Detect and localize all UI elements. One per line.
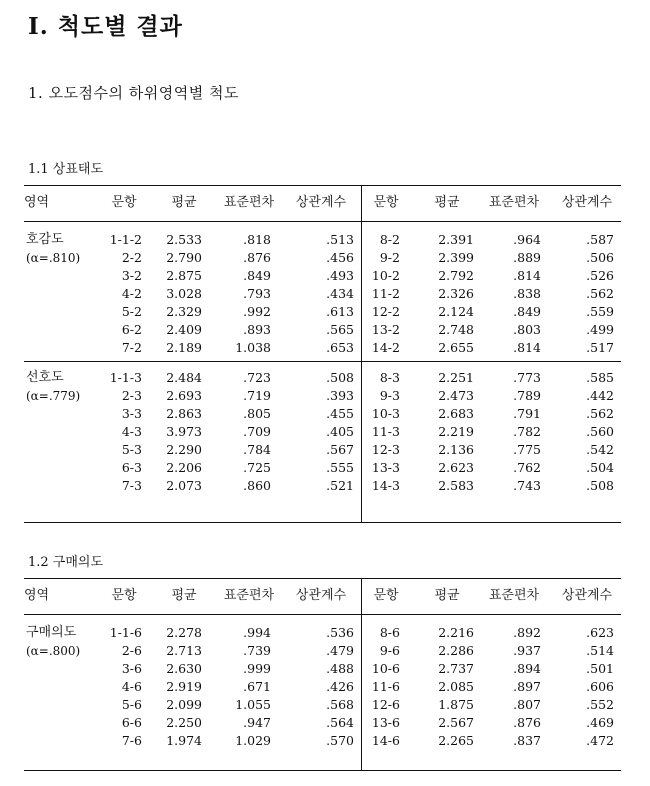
- table-2-subtitle: 1.2 구매의도: [28, 555, 104, 570]
- table-cell: 12-6: [371, 697, 400, 712]
- table-cell: .469: [586, 715, 614, 730]
- table-cell: 6-6: [121, 715, 142, 730]
- header-cell: 문항: [373, 588, 399, 603]
- table-cell: .570: [326, 733, 354, 748]
- table-cell: 12-3: [371, 442, 400, 457]
- table-cell: .426: [326, 679, 354, 694]
- table-cell: 2.399: [438, 250, 474, 265]
- table-cell: 2.189: [166, 340, 202, 355]
- table-cell: 6-2: [121, 322, 142, 337]
- table-cell: .723: [243, 370, 271, 385]
- table-row: [24, 406, 621, 424]
- table-cell: .818: [243, 232, 271, 247]
- table-cell: 2-3: [121, 388, 142, 403]
- header-cell: 문항: [373, 195, 399, 210]
- table-cell: .814: [513, 340, 541, 355]
- table-cell: .838: [513, 286, 541, 301]
- table-cell: .536: [326, 625, 354, 640]
- table-cell: 13-2: [371, 322, 400, 337]
- table-row: [24, 424, 621, 442]
- table-cell: 1-1-6: [109, 625, 142, 640]
- table-cell: .773: [513, 370, 541, 385]
- table-cell: 2.790: [166, 250, 202, 265]
- table-cell: .994: [243, 625, 271, 640]
- header-cell: 표준편차: [223, 588, 275, 603]
- header-cell: 표준편차: [488, 588, 540, 603]
- table-cell: .992: [243, 304, 271, 319]
- header-cell: 문항: [111, 195, 137, 210]
- table-cell: .562: [586, 406, 614, 421]
- table-cell: 9-3: [379, 388, 400, 403]
- table-cell: 2.265: [438, 733, 474, 748]
- table-cell: 2.748: [438, 322, 474, 337]
- table-cell: 2.863: [166, 406, 202, 421]
- table-cell: .791: [513, 406, 541, 421]
- table-cell: .560: [586, 424, 614, 439]
- table-cell: 2.073: [166, 478, 202, 493]
- table-cell: 1.875: [438, 697, 474, 712]
- group-label: 구매의도: [26, 625, 77, 640]
- group-label: 호감도: [26, 232, 64, 247]
- table-cell: 9-6: [379, 643, 400, 658]
- table-cell: .709: [243, 424, 271, 439]
- header-cell: 평균: [434, 588, 460, 603]
- table-cell: .442: [586, 388, 614, 403]
- table-cell: 8-6: [379, 625, 400, 640]
- table-bottom-rule: [24, 770, 621, 771]
- table-cell: 3.028: [166, 286, 202, 301]
- table-cell: 2.484: [166, 370, 202, 385]
- group-label: 선호도: [26, 370, 64, 385]
- table-cell: 3.973: [166, 424, 202, 439]
- table-cell: 7-2: [121, 340, 142, 355]
- table-cell: 2.250: [166, 715, 202, 730]
- table-cell: .514: [586, 643, 614, 658]
- header-cell: 표준편차: [488, 195, 540, 210]
- header-cell: 영역: [24, 195, 50, 210]
- table-row: [24, 388, 621, 406]
- table-cell: 10-3: [371, 406, 400, 421]
- table-row: [24, 697, 621, 715]
- table-cell: .725: [243, 460, 271, 475]
- table-cell: .876: [513, 715, 541, 730]
- header-cell: 상관계수: [561, 195, 613, 210]
- table-cell: .504: [586, 460, 614, 475]
- group-alpha: (α=.779): [26, 389, 81, 403]
- table-cell: 5-2: [121, 304, 142, 319]
- table-cell: 2.693: [166, 388, 202, 403]
- table-cell: .555: [326, 460, 354, 475]
- header-cell: 상관계수: [295, 588, 347, 603]
- table-cell: .671: [243, 679, 271, 694]
- table-cell: .501: [586, 661, 614, 676]
- table-cell: 9-2: [379, 250, 400, 265]
- table-cell: 2.409: [166, 322, 202, 337]
- table-cell: 2.533: [166, 232, 202, 247]
- page-title: I. 척도별 결과: [28, 13, 183, 40]
- table-1-subtitle: 1.1 상표태도: [28, 162, 104, 177]
- table-cell: 1-1-3: [109, 370, 142, 385]
- header-cell: 평균: [434, 195, 460, 210]
- table-cell: .999: [243, 661, 271, 676]
- table-cell: .964: [513, 232, 541, 247]
- table-cell: .405: [326, 424, 354, 439]
- table-cell: .849: [243, 268, 271, 283]
- header-bottom-rule: [24, 614, 621, 615]
- table-row: [24, 286, 621, 304]
- table-cell: 2.567: [438, 715, 474, 730]
- table-cell: 2.875: [166, 268, 202, 283]
- header-cell: 표준편차: [223, 195, 275, 210]
- table-cell: .789: [513, 388, 541, 403]
- table-cell: .526: [586, 268, 614, 283]
- table-row: [24, 304, 621, 322]
- table-cell: .493: [326, 268, 354, 283]
- header-cell: 영역: [24, 588, 50, 603]
- table-cell: 6-3: [121, 460, 142, 475]
- group-alpha: (α=.810): [26, 251, 81, 265]
- table-cell: 2.630: [166, 661, 202, 676]
- table-cell: 11-2: [371, 286, 400, 301]
- table-cell: .506: [586, 250, 614, 265]
- table-cell: .585: [586, 370, 614, 385]
- table-cell: 2.124: [438, 304, 474, 319]
- table-cell: .937: [513, 643, 541, 658]
- table-cell: 4-3: [121, 424, 142, 439]
- stats-table-purchase-intent: [24, 578, 621, 770]
- table-row: [24, 322, 621, 340]
- table-cell: 2.085: [438, 679, 474, 694]
- table-cell: 1.055: [235, 697, 271, 712]
- table-cell: 2.099: [166, 697, 202, 712]
- table-cell: .849: [513, 304, 541, 319]
- group-alpha: (α=.800): [26, 644, 81, 658]
- table-cell: 1-1-2: [109, 232, 142, 247]
- table-cell: .606: [586, 679, 614, 694]
- table-cell: 14-3: [371, 478, 400, 493]
- table-cell: 2-2: [121, 250, 142, 265]
- table-cell: .894: [513, 661, 541, 676]
- table-cell: .517: [586, 340, 614, 355]
- table-row: [24, 679, 621, 697]
- table-cell: 5-6: [121, 697, 142, 712]
- table-cell: 2.326: [438, 286, 474, 301]
- header-cell: 문항: [111, 588, 137, 603]
- table-cell: 8-3: [379, 370, 400, 385]
- table-cell: .860: [243, 478, 271, 493]
- table-cell: .565: [326, 322, 354, 337]
- table-cell: .793: [243, 286, 271, 301]
- table-cell: 3-6: [121, 661, 142, 676]
- table-cell: .897: [513, 679, 541, 694]
- table-cell: 2.391: [438, 232, 474, 247]
- table-cell: .892: [513, 625, 541, 640]
- table-cell: .499: [586, 322, 614, 337]
- table-cell: .947: [243, 715, 271, 730]
- table-cell: .567: [326, 442, 354, 457]
- table-cell: 1.974: [166, 733, 202, 748]
- table-cell: .876: [243, 250, 271, 265]
- table-cell: 2.623: [438, 460, 474, 475]
- table-cell: 2.286: [438, 643, 474, 658]
- table-cell: 7-3: [121, 478, 142, 493]
- table-bottom-rule: [24, 522, 621, 523]
- table-cell: 1.029: [235, 733, 271, 748]
- table-cell: .805: [243, 406, 271, 421]
- table-cell: 1.038: [235, 340, 271, 355]
- table-cell: 2.583: [438, 478, 474, 493]
- table-cell: 14-6: [371, 733, 400, 748]
- table-cell: 10-2: [371, 268, 400, 283]
- table-cell: .775: [513, 442, 541, 457]
- table-cell: 2.792: [438, 268, 474, 283]
- table-cell: .613: [326, 304, 354, 319]
- table-cell: 2.290: [166, 442, 202, 457]
- table-cell: .587: [586, 232, 614, 247]
- table-row: [24, 250, 621, 268]
- table-cell: .762: [513, 460, 541, 475]
- table-cell: 2.278: [166, 625, 202, 640]
- table-cell: 2.683: [438, 406, 474, 421]
- table-cell: 2.713: [166, 643, 202, 658]
- table-cell: 2.737: [438, 661, 474, 676]
- table-cell: .782: [513, 424, 541, 439]
- table-cell: 2.473: [438, 388, 474, 403]
- table-cell: .393: [326, 388, 354, 403]
- table-cell: 7-6: [121, 733, 142, 748]
- table-row: [24, 442, 621, 460]
- stats-table-brand-attitude: [24, 185, 621, 522]
- table-cell: .739: [243, 643, 271, 658]
- table-top-rule: [24, 185, 621, 186]
- table-cell: .807: [513, 697, 541, 712]
- header-bottom-rule: [24, 221, 621, 222]
- table-cell: 8-2: [379, 232, 400, 247]
- table-cell: 2.206: [166, 460, 202, 475]
- table-cell: .562: [586, 286, 614, 301]
- table-cell: 10-6: [371, 661, 400, 676]
- table-cell: 14-2: [371, 340, 400, 355]
- header-cell: 상관계수: [561, 588, 613, 603]
- table-cell: .743: [513, 478, 541, 493]
- table-cell: .623: [586, 625, 614, 640]
- table-cell: .488: [326, 661, 354, 676]
- table-row: [24, 733, 621, 751]
- table-cell: 4-6: [121, 679, 142, 694]
- table-row: [24, 625, 621, 643]
- table-cell: 12-2: [371, 304, 400, 319]
- header-row: [24, 588, 621, 606]
- table-top-rule: [24, 578, 621, 579]
- table-row: [24, 643, 621, 661]
- table-cell: .434: [326, 286, 354, 301]
- table-cell: 13-3: [371, 460, 400, 475]
- header-cell: 평균: [171, 195, 197, 210]
- table-cell: .513: [326, 232, 354, 247]
- table-cell: 2.219: [438, 424, 474, 439]
- table-cell: 11-6: [371, 679, 400, 694]
- table-cell: .508: [326, 370, 354, 385]
- header-cell: 평균: [171, 588, 197, 603]
- table-cell: 2.919: [166, 679, 202, 694]
- section-heading: 1. 오도점수의 하위영역별 척도: [28, 84, 239, 102]
- table-cell: 11-3: [371, 424, 400, 439]
- table-cell: .542: [586, 442, 614, 457]
- table-row: [24, 232, 621, 250]
- table-cell: 5-3: [121, 442, 142, 457]
- table-cell: 4-2: [121, 286, 142, 301]
- table-cell: .479: [326, 643, 354, 658]
- table-cell: 2.655: [438, 340, 474, 355]
- table-cell: 3-3: [121, 406, 142, 421]
- table-cell: 13-6: [371, 715, 400, 730]
- header-cell: 상관계수: [295, 195, 347, 210]
- table-cell: 2.251: [438, 370, 474, 385]
- table-cell: .889: [513, 250, 541, 265]
- table-cell: .653: [326, 340, 354, 355]
- table-row: [24, 460, 621, 478]
- table-cell: .893: [243, 322, 271, 337]
- table-cell: .784: [243, 442, 271, 457]
- table-cell: .472: [586, 733, 614, 748]
- table-row: [24, 370, 621, 388]
- table-cell: .814: [513, 268, 541, 283]
- header-row: [24, 195, 621, 213]
- table-cell: 2.136: [438, 442, 474, 457]
- table-cell: .559: [586, 304, 614, 319]
- table-cell: .837: [513, 733, 541, 748]
- table-cell: 2.329: [166, 304, 202, 319]
- table-cell: 2.216: [438, 625, 474, 640]
- table-cell: .521: [326, 478, 354, 493]
- table-row: [24, 661, 621, 679]
- table-cell: .568: [326, 697, 354, 712]
- table-cell: .564: [326, 715, 354, 730]
- table-cell: .552: [586, 697, 614, 712]
- table-cell: .455: [326, 406, 354, 421]
- table-cell: .456: [326, 250, 354, 265]
- table-cell: 3-2: [121, 268, 142, 283]
- group-divider-rule: [24, 361, 621, 362]
- table-cell: .508: [586, 478, 614, 493]
- table-cell: .719: [243, 388, 271, 403]
- table-row: [24, 478, 621, 496]
- table-row: [24, 340, 621, 358]
- table-row: [24, 268, 621, 286]
- table-cell: .803: [513, 322, 541, 337]
- table-cell: 2-6: [121, 643, 142, 658]
- table-row: [24, 715, 621, 733]
